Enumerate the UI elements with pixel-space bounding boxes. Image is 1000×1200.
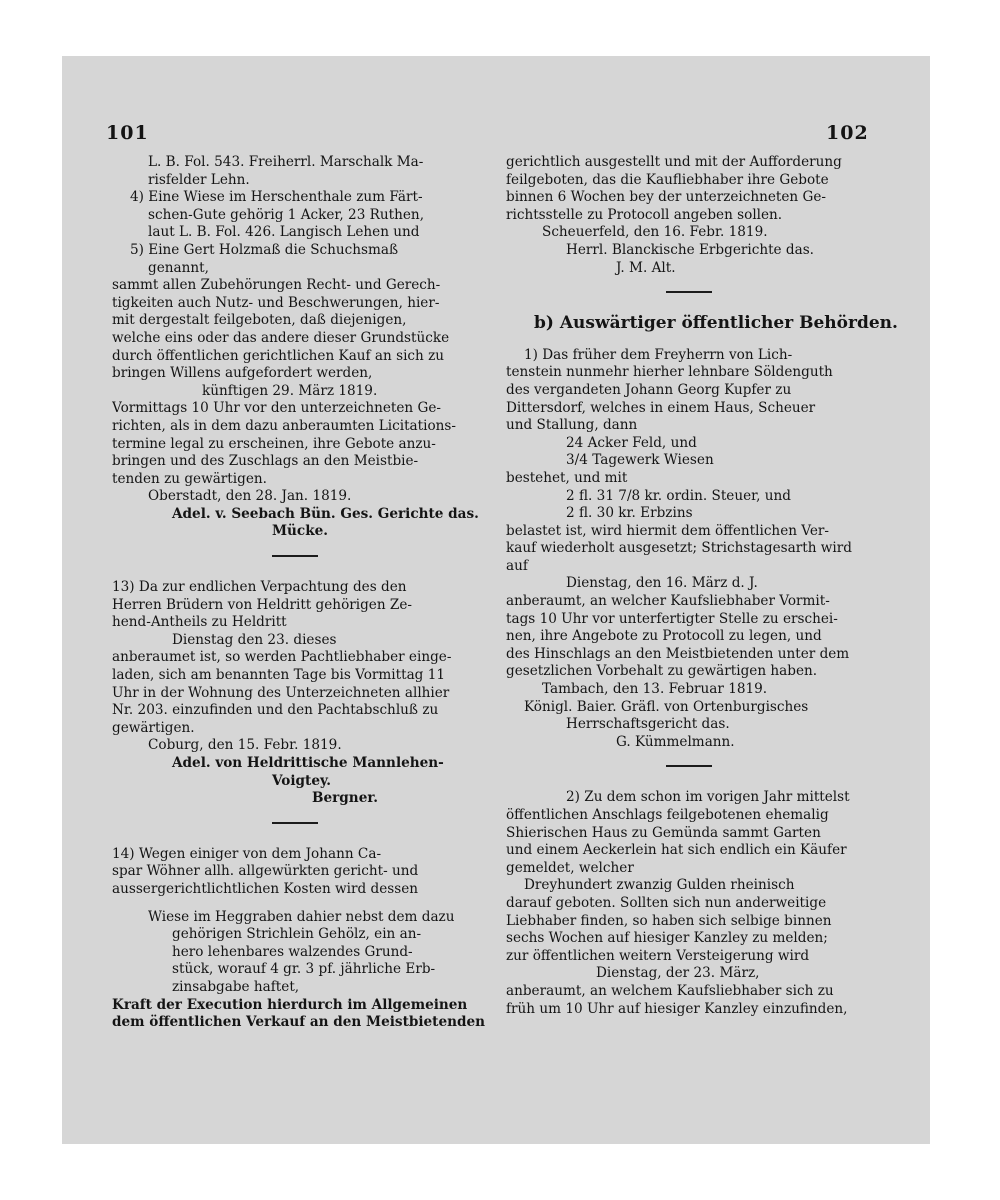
notice-1	[506, 347, 890, 752]
page-number-right: 102	[826, 122, 869, 144]
signature-name: J. M. Alt.	[616, 259, 676, 276]
signature-line: Adel. von Heldrittische Mannlehen-	[172, 755, 444, 771]
left-column	[112, 154, 492, 1032]
text-line: stück, worauf 4 gr. 3 pf. jährliche Erb-	[172, 961, 436, 978]
text-line: und Stallung, dann	[506, 417, 638, 434]
text-line: tenstein nunmehr hierher lehnbare Söldenguth	[506, 364, 833, 381]
text-line: hero lehenbares walzendes Grund-	[172, 943, 413, 960]
text-line: gewärtigen.	[112, 719, 195, 736]
text-line: 24 Acker Feld, und	[566, 434, 697, 451]
text-line: dem öffentlichen Verkauf an den Meistbietenden	[112, 1014, 486, 1031]
signature-line: Herrl. Blanckische Erbgerichte das.	[566, 241, 815, 258]
text-line: Uhr in der Wohnung des Unterzeichneten allhier	[112, 684, 450, 701]
text-line: des Hinschlags an den Meistbietenden unter dem	[506, 645, 850, 662]
text-line: schen-Gute gehörig 1 Acker, 23 Ruthen,	[148, 206, 425, 223]
text-line: tigkeiten auch Nutz- und Beschwerungen, hier-	[112, 294, 440, 311]
text-line: nen, ihre Angebote zu Protocoll zu legen, und	[506, 628, 822, 645]
signature-line: Voigtey.	[272, 772, 332, 789]
section-divider	[666, 291, 712, 293]
text-line: Herren Brüdern von Heldritt gehörigen Ze-	[112, 596, 412, 613]
text-line: früh um 10 Uhr auf hiesiger Kanzley einzufinden,	[506, 1000, 848, 1017]
text-line: kauf wiederholt ausgesetzt; Strichstagesarth wird	[506, 540, 852, 557]
right-column	[506, 154, 898, 1018]
left-intro-notice	[112, 154, 492, 541]
text-line: richtsstelle zu Protocoll angeben sollen.	[506, 206, 783, 223]
text-line: 14) Wegen einiger von dem Johann Ca-	[112, 845, 382, 862]
section-divider	[272, 555, 318, 557]
signature-name: Bergner.	[312, 790, 378, 807]
text-line: bestehet, und mit	[506, 469, 628, 486]
section-divider	[272, 822, 318, 824]
text-line: sammt allen Zubehörungen Recht- und Gerech-	[112, 277, 441, 294]
text-line: des vergandeten Johann Georg Kupfer zu	[506, 381, 792, 398]
text-line: richten, als in dem dazu anberaumten Licitations-	[112, 417, 456, 434]
text-line: tags 10 Uhr vor unterfertigter Stelle zu erschei-	[506, 610, 838, 627]
notice-14	[112, 846, 492, 1032]
text-line: tenden zu gewärtigen.	[112, 470, 267, 487]
text-line: bringen Willens aufgefordert werden,	[112, 365, 373, 382]
text-line: risfelder Lehn.	[148, 171, 250, 188]
text-line: laden, sich am benannten Tage bis Vormittag 11	[112, 667, 445, 684]
text-line: Shierischen Haus zu Gemünda sammt Garten	[506, 824, 821, 841]
text-line: Nr. 203. einzufinden und den Pachtabschluß zu	[112, 702, 439, 719]
text-line: laut L. B. Fol. 426. Langisch Lehen und	[148, 224, 420, 241]
text-line: Kraft der Execution hierdurch im Allgemeinen	[112, 996, 468, 1013]
notice-13	[112, 579, 492, 808]
text-line: welche eins oder das andere dieser Grundstücke	[112, 329, 450, 346]
text-line: öffentlichen Anschlags feilgebotenen ehemalig	[506, 807, 829, 823]
text-line: 2 fl. 31 7/8 kr. ordin. Steuer, und	[566, 487, 791, 504]
date-line: Dienstag, den 16. März d. J.	[566, 575, 758, 592]
text-line: und einem Aeckerlein hat sich endlich ein Käufer	[506, 842, 847, 859]
signature-line: Adel. v. Seebach Bün. Ges. Gerichte das.	[172, 505, 479, 522]
text-line: aussergerichtlichtlichen Kosten wird dessen	[112, 880, 419, 897]
notice-2	[506, 789, 890, 1018]
signature-name: G. Kümmelmann.	[616, 733, 735, 750]
text-line: 2) Zu dem schon im vorigen Jahr mittelst	[566, 789, 850, 806]
signature-name: Mücke.	[272, 523, 329, 540]
signature-line: Herrschaftsgericht das.	[566, 716, 730, 733]
text-line: L. B. Fol. 543. Freiherrl. Marschalk Ma-	[148, 154, 424, 170]
text-line: auf	[506, 557, 528, 574]
section-divider	[666, 765, 712, 767]
text-line: darauf geboten. Sollten sich nun anderweitige	[506, 894, 827, 911]
text-line: 13) Da zur endlichen Verpachtung des den	[112, 579, 407, 596]
section-heading: b) Auswärtiger öffentlicher Behörden.	[534, 313, 898, 334]
text-line: termine legal zu erscheinen, ihre Gebote anzu-	[112, 435, 436, 452]
text-line: sechs Wochen auf hiesiger Kanzley zu melden;	[506, 930, 828, 947]
text-line: mit dergestalt feilgeboten, daß diejenigen,	[112, 312, 407, 329]
text-line: 3/4 Tagewerk Wiesen	[566, 452, 714, 469]
text-line: genannt,	[148, 259, 209, 276]
text-line: 1) Das früher dem Freyherrn von Lich-	[524, 346, 793, 363]
text-line: gemeldet, welcher	[506, 859, 634, 876]
right-intro-notice	[506, 154, 890, 277]
text-line: durch öffentlichen gerichtlichen Kauf an sich zu	[112, 347, 445, 364]
place-date-line: Scheuerfeld, den 16. Febr. 1819.	[542, 224, 768, 241]
text-line: Vormittags 10 Uhr vor den unterzeichneten Ge-	[112, 400, 441, 417]
text-line: Dreyhundert zwanzig Gulden rheinisch	[524, 877, 795, 894]
text-line: Dittersdorf, welches in einem Haus, Scheuer	[506, 399, 816, 416]
date-line: Dienstag den 23. dieses	[172, 631, 337, 648]
text-line: anberaumt, an welcher Kaufsliebhaber Vormit-	[506, 593, 830, 610]
place-date-line: Oberstadt, den 28. Jan. 1819.	[148, 488, 352, 505]
date-line: Dienstag, der 23. März,	[596, 965, 760, 982]
text-line: Wiese im Heggraben dahier nebst dem dazu	[148, 908, 455, 925]
place-date-line: Coburg, den 15. Febr. 1819.	[148, 737, 342, 754]
signature-line: Königl. Baier. Gräfl. von Ortenburgisches	[524, 698, 809, 715]
place-date-line: Tambach, den 13. Februar 1819.	[542, 681, 768, 698]
page-number-left: 101	[106, 122, 149, 144]
text-line: 5) Eine Gert Holzmaß die Schuchsmaß	[130, 241, 399, 258]
text-line: hend-Antheils zu Heldritt	[112, 614, 287, 631]
text-line: gerichtlich ausgestellt und mit der Aufforderung	[506, 154, 842, 170]
text-line: gesetzlichen Vorbehalt zu gewärtigen haben.	[506, 663, 818, 680]
text-line: spar Wöhner allh. allgewürkten gericht- und	[112, 863, 419, 880]
text-line: anberaumt, an welchem Kaufsliebhaber sich zu	[506, 982, 834, 999]
date-line: künftigen 29. März 1819.	[202, 382, 378, 399]
text-line: feilgeboten, das die Kaufliebhaber ihre Gebote	[506, 171, 829, 188]
text-line: binnen 6 Wochen bey der unterzeichneten Ge-	[506, 189, 827, 206]
text-line: Liebhaber finden, so haben sich selbige binnen	[506, 912, 832, 929]
text-line: zinsabgabe haftet,	[172, 978, 300, 995]
text-line: zur öffentlichen weitern Versteigerung wird	[506, 947, 810, 964]
text-line: bringen und des Zuschlags an den Meistbie-	[112, 453, 419, 470]
text-line: 4) Eine Wiese im Herschenthale zum Färt-	[130, 189, 423, 206]
text-line: gehörigen Strichlein Gehölz, ein an-	[172, 926, 422, 943]
text-line: 2 fl. 30 kr. Erbzins	[566, 505, 693, 522]
text-line: anberaumet ist, so werden Pachtliebhaber einge-	[112, 649, 452, 666]
text-line: belastet ist, wird hiermit dem öffentlichen Ver-	[506, 522, 830, 539]
